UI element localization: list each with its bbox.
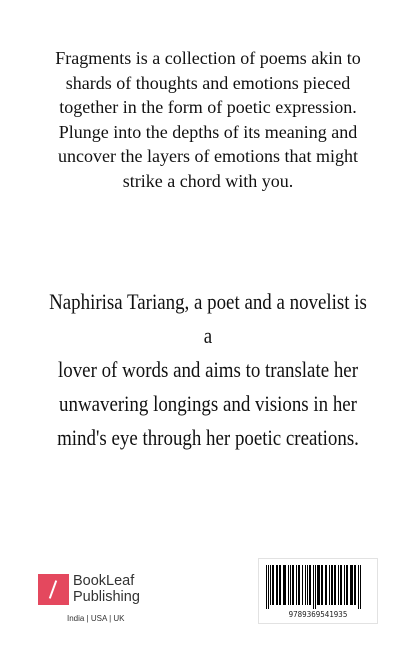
barcode-bar (325, 565, 327, 605)
author-bio (46, 285, 369, 455)
barcode-bar (276, 565, 278, 605)
barcode-bar (317, 565, 320, 605)
barcode-bars (266, 565, 370, 609)
barcode-bar (268, 565, 269, 609)
barcode-bar (272, 565, 274, 605)
barcode-bar (279, 565, 281, 605)
barcode-bar (354, 565, 356, 605)
bio-line: mind's eye through her poetic creations. (57, 425, 359, 450)
barcode-bar (329, 565, 330, 605)
publisher-name-line1: BookLeaf (73, 573, 135, 589)
blurb-line: shards of thoughts and emotions pieced (65, 72, 351, 93)
bio-line: lover of words and aims to translate her (57, 357, 359, 382)
barcode-bar (296, 565, 297, 605)
barcode-bar (331, 565, 333, 605)
publisher-logo (38, 574, 178, 626)
barcode-bar (346, 565, 348, 605)
barcode-bar (315, 565, 316, 609)
logo-slash (49, 580, 57, 599)
blurb-line: Plunge into the depths of its meaning and (58, 121, 358, 142)
barcode-bar (298, 565, 300, 605)
publisher-regions: India | USA | UK (67, 614, 125, 623)
bookleaf-logo-icon (38, 574, 69, 605)
publisher-name-line2: Publishing (73, 589, 140, 605)
barcode-bar (270, 565, 271, 605)
barcode-bar (305, 565, 306, 605)
barcode-bar (334, 565, 336, 605)
blurb-line: Fragments is a collection of poems akin to (55, 48, 361, 68)
barcode-bar (309, 565, 311, 605)
barcode-bar (292, 565, 294, 605)
back-cover-blurb (30, 46, 386, 193)
blurb-line: uncover the layers of emotions that might (58, 146, 358, 166)
barcode-bar (360, 565, 361, 609)
barcode-bar (307, 565, 308, 605)
barcode-bar (350, 565, 353, 605)
barcode-bar (290, 565, 291, 605)
barcode-bar (321, 565, 323, 605)
barcode-bar (344, 565, 345, 605)
barcode-bar (266, 565, 267, 609)
barcode-bar (283, 565, 286, 605)
blurb-line: strike a chord with you. (122, 170, 294, 191)
bio-line: unwavering longings and visions in her (59, 391, 357, 416)
bio-line: Naphirisa Tariang, a poet and a novelist is a (49, 289, 367, 348)
barcode-bar (338, 565, 339, 605)
barcode-bar (302, 565, 303, 605)
isbn-number: 9789369541935 (288, 610, 348, 619)
barcode-bar (288, 565, 289, 605)
isbn-barcode (258, 558, 378, 624)
barcode-bar (313, 565, 314, 609)
barcode-bar (340, 565, 342, 605)
blurb-line: together in the form of poetic expression. (59, 97, 357, 117)
barcode-bar (358, 565, 359, 609)
